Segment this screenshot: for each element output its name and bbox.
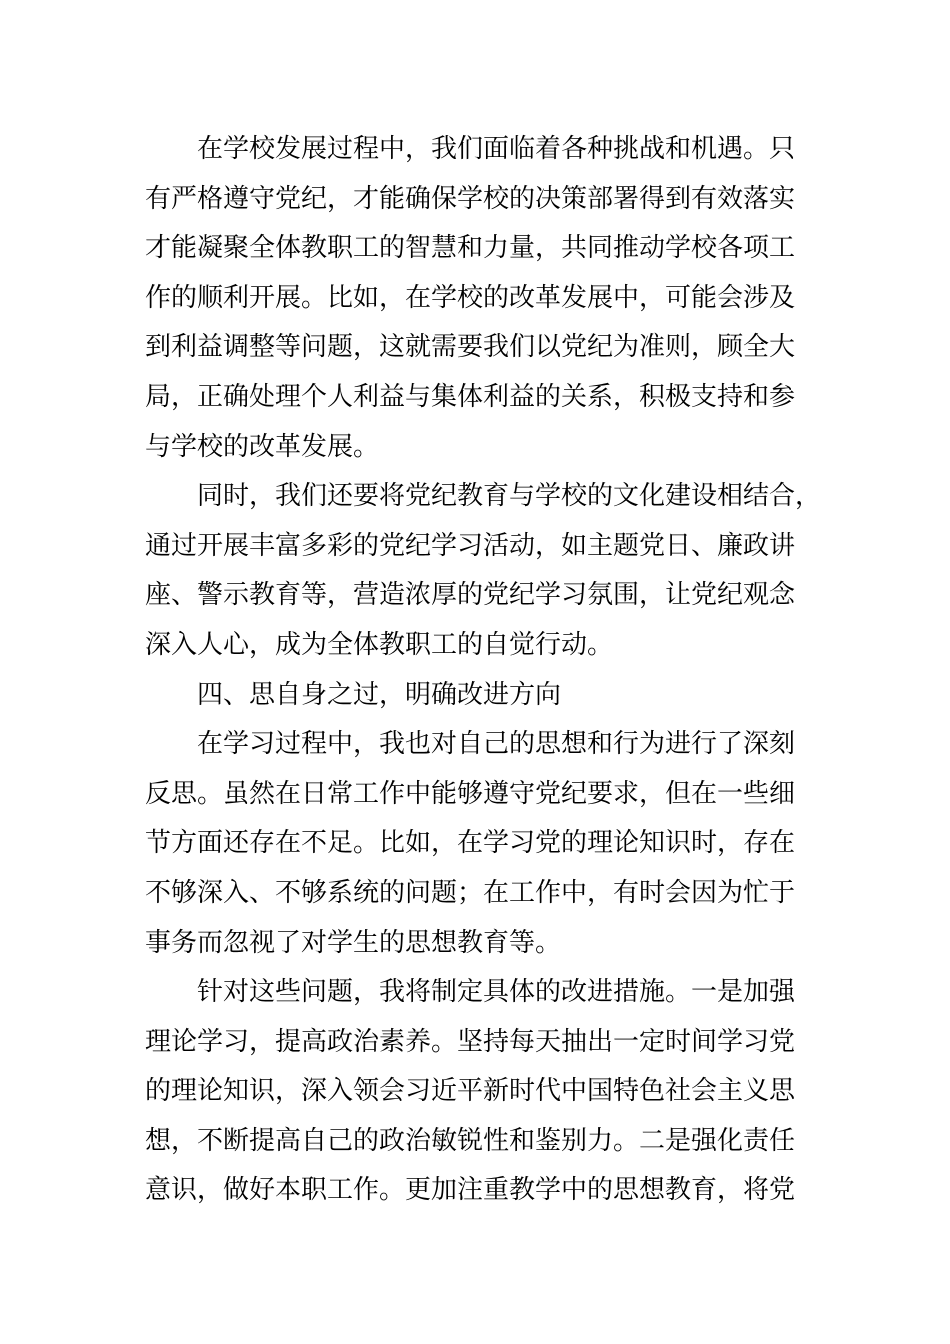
paragraph-4-line-2: 理论学习，提高政治素养。坚持每天抽出一定时间学习党: [145, 1026, 796, 1057]
paragraph-2-line-3: 座、警示教育等，营造浓厚的党纪学习氛围，让党纪观念: [145, 580, 796, 611]
paragraph-2-line-1: 同时，我们还要将党纪教育与学校的文化建设相结合，: [197, 481, 822, 512]
paragraph-1-line-1: 在学校发展过程中，我们面临着各种挑战和机遇。只: [197, 134, 796, 164]
paragraph-2-line-2: 通过开展丰富多彩的党纪学习活动，如主题党日、廉政讲: [145, 530, 796, 561]
paragraph-3-line-4: 不够深入、不够系统的问题；在工作中，有时会因为忙于: [145, 877, 796, 908]
paragraph-4-line-3: 的理论知识，深入领会习近平新时代中国特色社会主义思: [145, 1076, 796, 1107]
paragraph-1-line-7: 与学校的改革发展。: [145, 431, 380, 462]
paragraph-1-line-3: 才能凝聚全体教职工的智慧和力量，共同推动学校各项工: [145, 233, 796, 264]
paragraph-1-line-2: 有严格遵守党纪，才能确保学校的决策部署得到有效落实: [145, 183, 796, 214]
paragraph-4-line-1: 针对这些问题，我将制定具体的改进措施。一是加强: [197, 977, 796, 1008]
paragraph-3-line-2: 反思。虽然在日常工作中能够遵守党纪要求，但在一些细: [145, 778, 796, 809]
paragraph-1-line-5: 到利益调整等问题，这就需要我们以党纪为准则，顾全大: [145, 332, 796, 363]
paragraph-3-line-3: 节方面还存在不足。比如，在学习党的理论知识时，存在: [145, 828, 796, 859]
paragraph-3-line-1: 在学习过程中，我也对自己的思想和行为进行了深刻: [197, 729, 796, 760]
paragraph-1-line-6: 局，正确处理个人利益与集体利益的关系，积极支持和参: [145, 381, 796, 412]
paragraph-1-line-4: 作的顺利开展。比如，在学校的改革发展中，可能会涉及: [145, 282, 796, 313]
paragraph-4-line-4: 想，不断提高自己的政治敏锐性和鉴别力。二是强化责任: [145, 1125, 796, 1156]
paragraph-4-line-5: 意识，做好本职工作。更加注重教学中的思想教育，将党: [145, 1175, 796, 1206]
paragraph-2-line-4: 深入人心，成为全体教职工的自觉行动。: [145, 629, 614, 660]
document-body: [145, 125, 822, 1216]
section-heading: 四、思自身之过，明确改进方向: [197, 679, 562, 710]
paragraph-3-line-5: 事务而忽视了对学生的思想教育等。: [145, 927, 562, 958]
